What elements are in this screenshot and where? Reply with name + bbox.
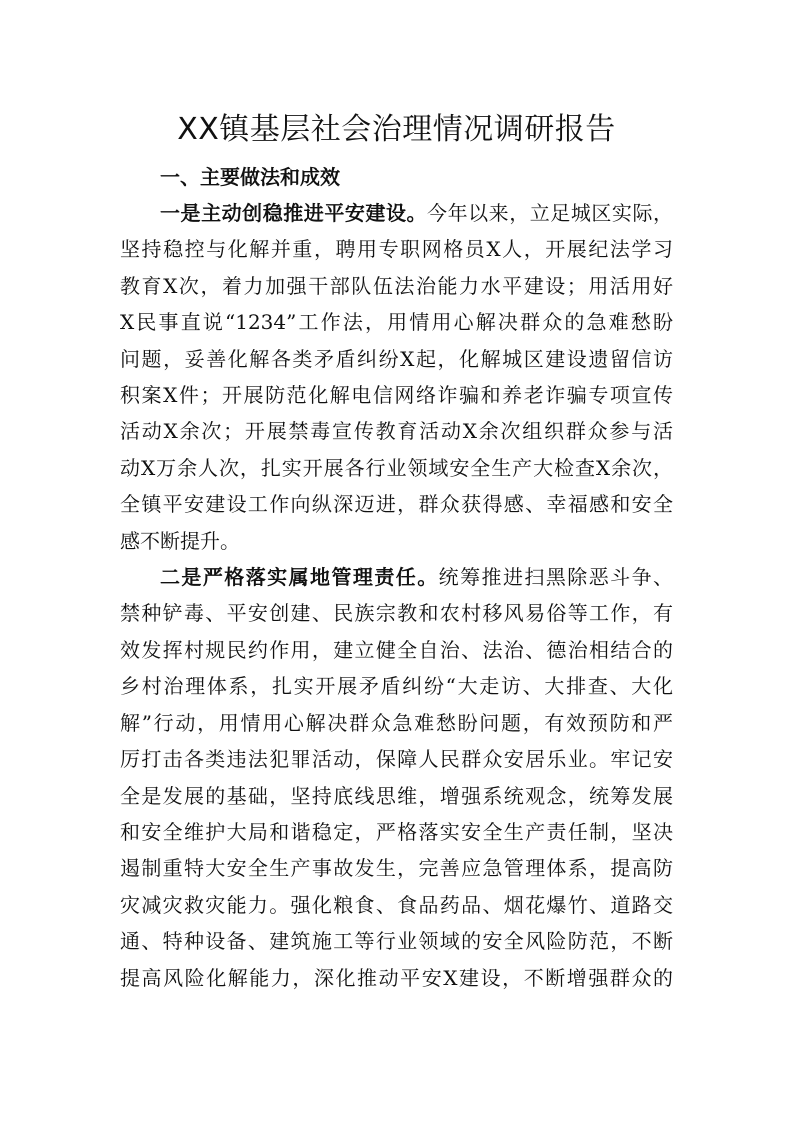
document-title: XX镇基层社会治理情况调研报告 bbox=[177, 112, 616, 147]
paragraph-line: 教育X次，着力加强干部队伍法治能力水平建设；用活用好 bbox=[120, 273, 673, 298]
paragraph-line: 和安全维护大局和谐稳定，严格落实安全生产责任制，坚决 bbox=[120, 819, 673, 844]
paragraph-line: 厉打击各类违法犯罪活动，保障人民群众安居乐业。牢记安 bbox=[120, 747, 673, 772]
paragraph-line: 问题，妥善化解各类矛盾纠纷X起，化解城区建设遗留信访 bbox=[120, 346, 673, 371]
paragraph-line: 活动X余次；开展禁毒宣传教育活动X余次组织群众参与活 bbox=[120, 419, 673, 444]
paragraph-line: 积案X件；开展防范化解电信网络诈骗和养老诈骗专项宣传 bbox=[120, 383, 673, 408]
paragraph-lead: 二是严格落实属地管理责任。 bbox=[160, 565, 439, 590]
paragraph-line: 灾减灾救灾能力。强化粮食、食品药品、烟花爆竹、道路交 bbox=[120, 892, 673, 917]
section-heading: 一、主要做法和成效 bbox=[160, 165, 340, 189]
paragraph-line bbox=[120, 559, 673, 595]
paragraph-line bbox=[120, 195, 673, 231]
paragraph-line: 解”行动，用情用心解决群众急难愁盼问题，有效预防和严 bbox=[120, 710, 673, 735]
paragraph-line: X民事直说“1234”工作法，用情用心解决群众的急难愁盼 bbox=[120, 310, 673, 335]
paragraph-line: 效发挥村规民约作用，建立健全自治、法治、德治相结合的 bbox=[120, 637, 673, 662]
paragraph-line: 遏制重特大安全生产事故发生，完善应急管理体系，提高防 bbox=[120, 856, 673, 881]
paragraph-line: 乡村治理体系，扎实开展矛盾纠纷“大走访、大排查、大化 bbox=[120, 674, 673, 699]
paragraph-line: 提高风险化解能力，深化推动平安X建设，不断增强群众的 bbox=[120, 965, 673, 990]
paragraph-text: 统筹推进扫黑除恶斗争、 bbox=[438, 565, 674, 590]
paragraph-line: 通、特种设备、建筑施工等行业领域的安全风险防范，不断 bbox=[120, 929, 673, 954]
paragraph-line: 全镇平安建设工作向纵深迈进，群众获得感、幸福感和安全 bbox=[120, 492, 673, 517]
paragraph-text: 今年以来，立足城区实际， bbox=[427, 201, 674, 225]
paragraph-line: 坚持稳控与化解并重，聘用专职网格员X人，开展纪法学习 bbox=[120, 237, 673, 262]
paragraph-lead: 一是主动创稳推进平安建设。 bbox=[160, 201, 428, 225]
paragraph-line: 禁种铲毒、平安创建、民族宗教和农村移风易俗等工作，有 bbox=[120, 601, 673, 626]
paragraph-1 bbox=[120, 195, 673, 559]
paragraph-2 bbox=[120, 559, 673, 996]
paragraph-line: 全是发展的基础，坚持底线思维，增强系统观念，统筹发展 bbox=[120, 783, 673, 808]
document-body bbox=[120, 195, 673, 996]
paragraph-line: 动X万余人次，扎实开展各行业领域安全生产大检查X余次， bbox=[120, 455, 673, 480]
paragraph-line: 感不断提升。 bbox=[120, 528, 240, 553]
